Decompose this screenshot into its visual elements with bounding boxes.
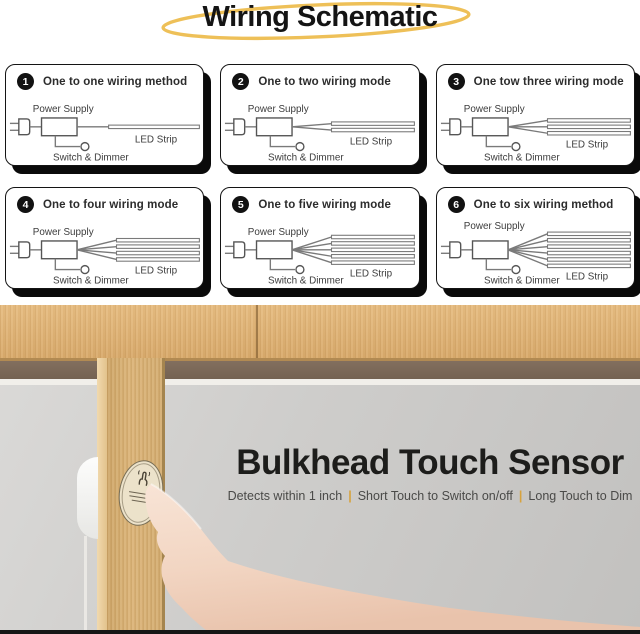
feature-separator: |	[348, 489, 352, 503]
led-strip-label: LED Strip	[134, 265, 178, 277]
wiring-panel-2	[220, 64, 419, 166]
wiring-panel-4	[5, 187, 204, 289]
panel-number-badge: 5	[232, 196, 249, 213]
led-strip-label: LED Strip	[134, 134, 178, 146]
panel-title: One to one wiring method	[43, 75, 188, 88]
panel-title: One to five wiring mode	[258, 198, 391, 211]
panel-number-badge: 2	[232, 73, 249, 90]
led-strip-label: LED Strip	[350, 268, 393, 280]
power-supply-box	[472, 118, 508, 136]
switch-dimmer-label: Switch & Dimmer	[483, 152, 560, 164]
panel-number-badge: 4	[17, 196, 34, 213]
plug-icon	[19, 119, 30, 135]
panel-6-header	[448, 196, 614, 213]
switch-dimmer-label: Switch & Dimmer	[53, 275, 129, 287]
panel-title: One tow three wiring mode	[473, 75, 624, 88]
wiring-panel-1	[5, 64, 204, 166]
power-supply-box	[257, 241, 293, 259]
switch-dimmer-label: Switch & Dimmer	[483, 275, 560, 287]
power-supply-box	[257, 118, 293, 136]
panel-title: One to four wiring mode	[43, 198, 179, 211]
sensor-heading: Bulkhead Touch Sensor	[236, 443, 624, 482]
page-header	[0, 0, 640, 52]
plug-icon	[449, 242, 460, 258]
power-supply-label: Power Supply	[248, 227, 309, 239]
panel-title: One to two wiring mode	[258, 75, 391, 88]
led-strip-label: LED Strip	[565, 271, 608, 283]
pointing-hand	[0, 305, 640, 630]
led-strip-label: LED Strip	[565, 139, 608, 151]
plug-icon	[19, 242, 30, 258]
switch-dimmer-label: Switch & Dimmer	[268, 152, 344, 164]
switch-icon	[512, 266, 520, 274]
feature-short-touch: Short Touch to Switch on/off	[357, 489, 513, 503]
panel-number-badge: 6	[448, 196, 465, 213]
panel-number-badge: 3	[448, 73, 465, 90]
plug-icon	[234, 119, 245, 135]
wiring-panel-grid	[5, 64, 635, 289]
feature-separator: |	[518, 489, 523, 503]
panel-number-badge: 1	[17, 73, 34, 90]
wiring-panel-6	[436, 187, 635, 289]
panel-5-header	[232, 196, 391, 213]
wiring-panel-5	[220, 187, 419, 289]
bottom-border-bar	[0, 630, 640, 634]
panel-2-header	[232, 73, 391, 90]
panel-3-header	[448, 73, 624, 90]
feature-long-touch: Long Touch to Dim	[528, 489, 633, 503]
switch-icon	[81, 143, 89, 151]
switch-dimmer-label: Switch & Dimmer	[268, 275, 344, 287]
switch-icon	[81, 266, 89, 274]
switch-dimmer-label: Switch & Dimmer	[53, 152, 129, 164]
switch-icon	[512, 143, 520, 151]
power-supply-label: Power Supply	[463, 221, 525, 233]
wiring-panel-3	[436, 64, 635, 166]
switch-icon	[296, 143, 304, 151]
power-supply-label: Power Supply	[32, 227, 94, 239]
led-strip-label: LED Strip	[350, 136, 393, 148]
power-supply-box	[42, 118, 78, 136]
power-supply-label: Power Supply	[32, 104, 94, 116]
power-supply-box	[42, 241, 78, 259]
panel-1-header	[17, 73, 187, 90]
panel-title: One to six wiring method	[473, 198, 614, 211]
panel-4-header	[17, 196, 178, 213]
power-supply-label: Power Supply	[463, 104, 525, 116]
power-supply-box	[472, 241, 508, 259]
plug-icon	[449, 119, 460, 135]
page-title: Wiring Schematic	[202, 1, 438, 33]
plug-icon	[234, 242, 245, 258]
power-supply-label: Power Supply	[248, 104, 309, 116]
product-photo	[0, 305, 640, 630]
feature-detect: Detects within 1 inch	[227, 489, 343, 503]
switch-icon	[296, 266, 304, 274]
